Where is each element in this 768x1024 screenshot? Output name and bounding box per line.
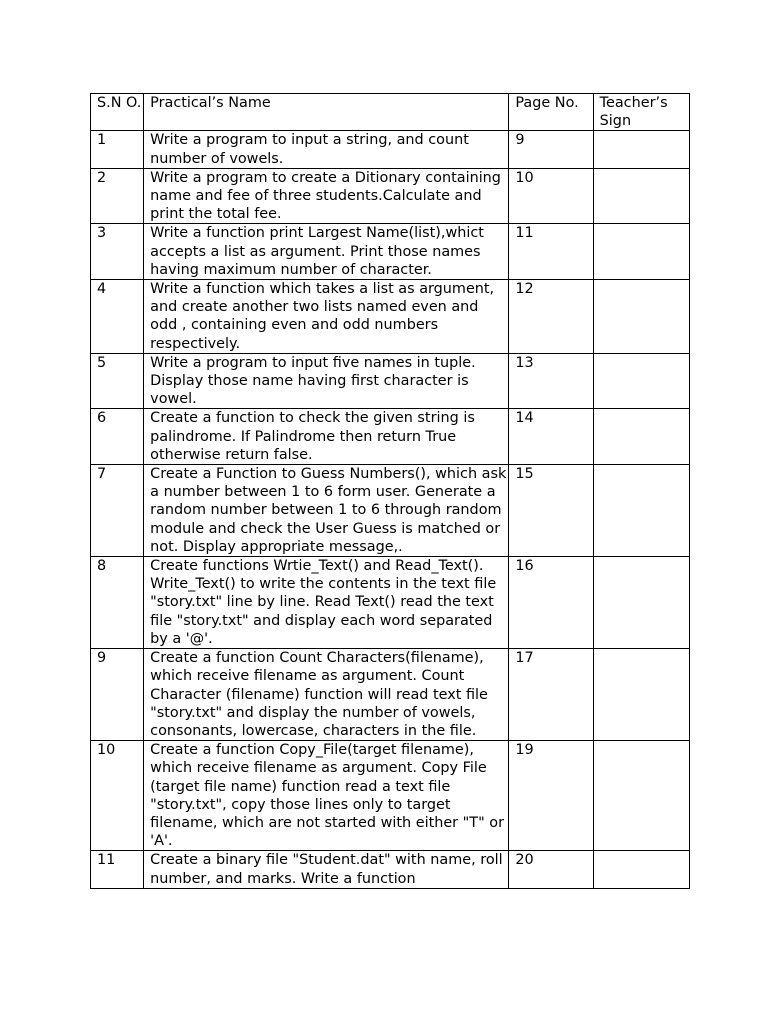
header-page-no: Page No. [509, 94, 593, 131]
row-teacher-sign [593, 131, 689, 168]
row-teacher-sign [593, 557, 689, 649]
row-page-no: 12 [509, 280, 593, 354]
table-row [91, 741, 690, 851]
row-sno: 7 [91, 465, 144, 557]
row-practical-name: Create a function Count Characters(filename), which receive filename as argument. Count Character (filename) function will read text file "story.txt" and display the number of vowels, consonants, lowercase, characters in the file. [144, 649, 509, 741]
row-practical-name: Create a Function to Guess Numbers(), which ask a number between 1 to 6 form user. Generate a random number between 1 to 6 through random module and check the User Guess is matched or not. Display appropriate message,. [144, 465, 509, 557]
row-teacher-sign [593, 741, 689, 851]
header-sno: S.N O. [91, 94, 144, 131]
row-sno: 9 [91, 649, 144, 741]
row-sno: 6 [91, 409, 144, 465]
table-row [91, 280, 690, 354]
row-teacher-sign [593, 851, 689, 888]
row-teacher-sign [593, 465, 689, 557]
row-practical-name: Create a function Copy_File(target filename), which receive filename as argument. Copy File (target file name) function read a text file "story.txt", copy those lines only to target filename, which are not started with either "T" or 'A'. [144, 741, 509, 851]
row-teacher-sign [593, 280, 689, 354]
row-teacher-sign [593, 649, 689, 741]
row-page-no: 13 [509, 353, 593, 409]
row-practical-name: Create a function to check the given string is palindrome. If Palindrome then return True otherwise return false. [144, 409, 509, 465]
table-row [91, 557, 690, 649]
row-page-no: 9 [509, 131, 593, 168]
row-practical-name: Create functions Wrtie_Text() and Read_Text(). Write_Text() to write the contents in the text file "story.txt" line by line. Read Text() read the text file "story.txt" and display each word separated by a '@'. [144, 557, 509, 649]
row-page-no: 10 [509, 168, 593, 224]
header-practical-name: Practical’s Name [144, 94, 509, 131]
table-row [91, 224, 690, 280]
table-row [91, 409, 690, 465]
table-row [91, 851, 690, 888]
practical-index-table [90, 93, 690, 889]
row-practical-name: Write a program to input a string, and count number of vowels. [144, 131, 509, 168]
row-sno: 5 [91, 353, 144, 409]
row-page-no: 19 [509, 741, 593, 851]
row-sno: 10 [91, 741, 144, 851]
table-row [91, 168, 690, 224]
table-row [91, 131, 690, 168]
table-header-row [91, 94, 690, 131]
row-page-no: 15 [509, 465, 593, 557]
row-page-no: 11 [509, 224, 593, 280]
table-row [91, 465, 690, 557]
row-teacher-sign [593, 409, 689, 465]
row-sno: 3 [91, 224, 144, 280]
row-practical-name: Create a binary file "Student.dat" with name, roll number, and marks. Write a function [144, 851, 509, 888]
row-sno: 11 [91, 851, 144, 888]
header-teacher-sign: Teacher’s Sign [593, 94, 689, 131]
row-sno: 1 [91, 131, 144, 168]
row-page-no: 16 [509, 557, 593, 649]
row-practical-name: Write a program to input five names in tuple. Display those name having first character is vowel. [144, 353, 509, 409]
row-sno: 4 [91, 280, 144, 354]
row-teacher-sign [593, 353, 689, 409]
row-sno: 8 [91, 557, 144, 649]
row-page-no: 17 [509, 649, 593, 741]
row-practical-name: Write a function which takes a list as argument, and create another two lists named even and odd , containing even and odd numbers respectively. [144, 280, 509, 354]
row-teacher-sign [593, 224, 689, 280]
table-row [91, 649, 690, 741]
row-teacher-sign [593, 168, 689, 224]
row-practical-name: Write a program to create a Ditionary containing name and fee of three students.Calculate and print the total fee. [144, 168, 509, 224]
row-page-no: 20 [509, 851, 593, 888]
row-practical-name: Write a function print Largest Name(list),whict accepts a list as argument. Print those names having maximum number of character. [144, 224, 509, 280]
row-sno: 2 [91, 168, 144, 224]
table-row [91, 353, 690, 409]
row-page-no: 14 [509, 409, 593, 465]
